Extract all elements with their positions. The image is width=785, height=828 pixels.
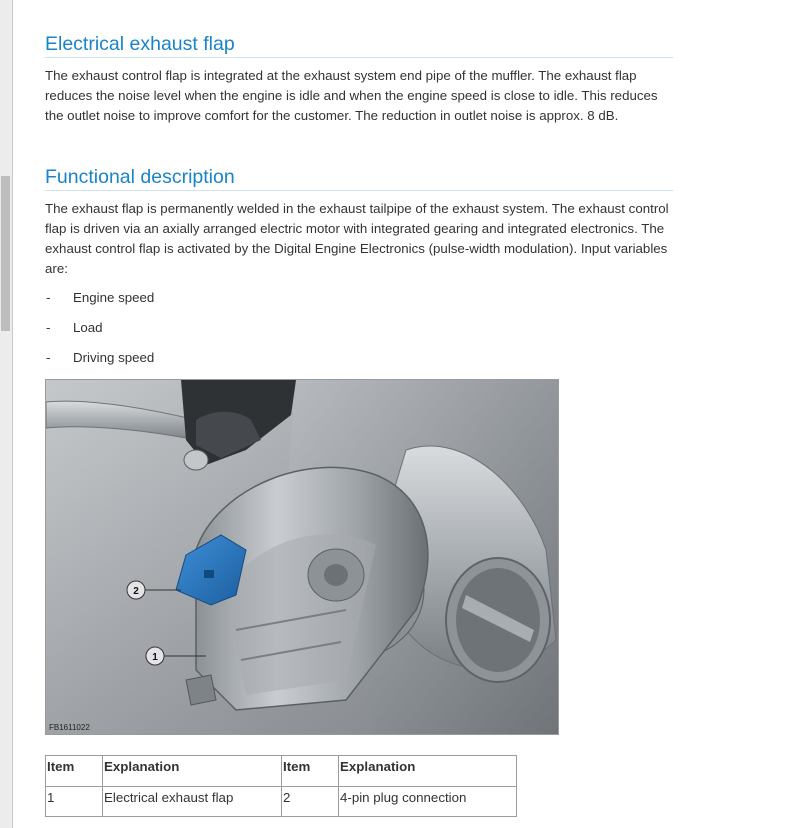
table-header-row bbox=[46, 756, 517, 787]
table-row bbox=[46, 787, 517, 817]
section-paragraph-exhaust-flap: The exhaust control flap is integrated at the exhaust system end pipe of the muffler. The exhaust flap reduces the noise level when the engine is idle and when the engine speed is close to idle. This reduces the outlet noise to improve comfort for the customer. The reduction in outlet noise is approx. 8 dB. bbox=[45, 68, 658, 123]
list-item bbox=[45, 288, 154, 318]
list-item bbox=[45, 348, 154, 378]
section-heading-functional-description: Functional description bbox=[45, 166, 673, 191]
document-page bbox=[13, 0, 785, 828]
mount-bolt bbox=[184, 450, 208, 470]
callout-1-label: 1 bbox=[152, 652, 158, 663]
table-header-item: Item bbox=[282, 756, 339, 787]
bullet-dash: - bbox=[46, 350, 51, 365]
callout-2-label: 2 bbox=[133, 586, 139, 597]
figure-code: FB1611022 bbox=[49, 723, 90, 732]
table-cell: 4-pin plug connection bbox=[339, 787, 517, 817]
table-header-item: Item bbox=[46, 756, 103, 787]
table-cell: 1 bbox=[46, 787, 103, 817]
list-item bbox=[45, 318, 154, 348]
plug-latch bbox=[204, 570, 214, 578]
left-scrollbar[interactable] bbox=[0, 0, 13, 828]
motor-foot bbox=[186, 675, 216, 705]
table-cell: 2 bbox=[282, 787, 339, 817]
table-header-explanation: Explanation bbox=[339, 756, 517, 787]
exhaust-flap-illustration bbox=[46, 380, 558, 734]
scrollbar-thumb[interactable] bbox=[1, 176, 10, 331]
table-header-explanation: Explanation bbox=[103, 756, 282, 787]
section-heading-electrical-exhaust-flap: Electrical exhaust flap bbox=[45, 33, 673, 58]
exhaust-flap-figure bbox=[45, 379, 559, 735]
motor-cap-center bbox=[324, 564, 348, 586]
list-item-text: Load bbox=[73, 320, 103, 335]
input-variables-list bbox=[45, 288, 154, 378]
section-paragraph-functional: The exhaust flap is permanently welded in the exhaust tailpipe of the exhaust system. The exhaust control flap is driven via an axially arranged electric motor with integrated gearing and integrated electronics. The exhaust control flap is activated by the Digital Engine Electronics (pulse-width modulation). Input variables are: bbox=[45, 201, 669, 276]
list-item-text: Driving speed bbox=[73, 350, 155, 365]
table-cell: Electrical exhaust flap bbox=[103, 787, 282, 817]
list-item-text: Engine speed bbox=[73, 290, 155, 305]
bullet-dash: - bbox=[46, 290, 51, 305]
items-table bbox=[45, 755, 517, 817]
bullet-dash: - bbox=[46, 320, 51, 335]
